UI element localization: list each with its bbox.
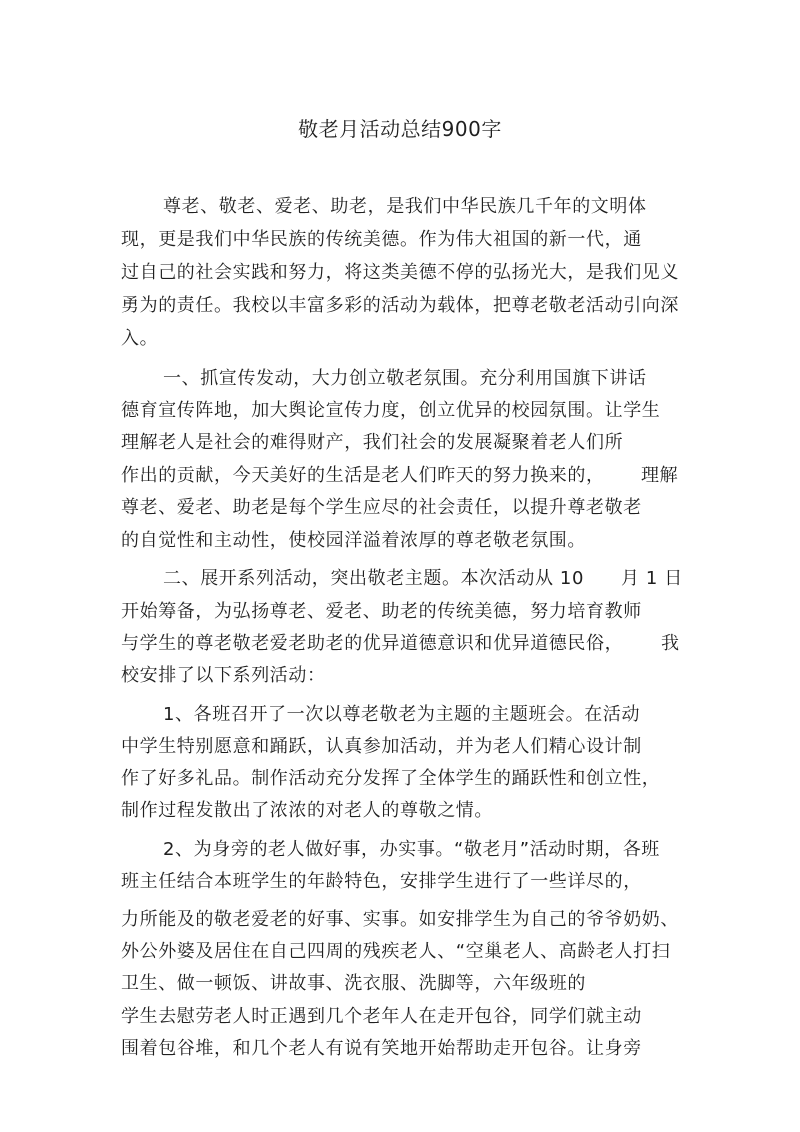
paragraph-line: 1、各班召开了一次以尊老敬老为主题的主题班会。在活动 bbox=[163, 704, 641, 725]
paragraph-line: 2、为身旁的老人做好事，办实事。“敬老月”活动时期，各班 bbox=[163, 839, 660, 860]
paragraph-line: 勇为的责任。我校以丰富多彩的活动为载体，把尊老敬老活动引向深 bbox=[121, 295, 679, 316]
paragraph-line: 力所能及的敬老爱老的好事、实事。如安排学生为自己的爷爷奶奶、 bbox=[121, 909, 679, 930]
paragraph-line: 尊老、爱老、助老是每个学生应尽的社会责任，以提升尊老敬老 bbox=[121, 497, 642, 518]
paragraph-line: 德育宣传阵地，加大舆论宣传力度，创立优异的校园氛围。让学生 bbox=[121, 400, 661, 421]
paragraph-line: 学生去慰劳老人时正遇到几个老年人在走开包谷，同学们就主动 bbox=[121, 1006, 642, 1027]
paragraph-line: 尊老、敬老、爱老、助老，是我们中华民族几千年的文明体 bbox=[163, 196, 647, 217]
paragraph-line: 作了好多礼品。制作活动充分发挥了全体学生的踊跃性和创立性， bbox=[121, 768, 661, 789]
paragraph-line: 一、抓宣传发动，大力创立敬老氛围。充分利用国旗下讲话 bbox=[163, 368, 647, 389]
paragraph-line: 中学生特别愿意和踊跃，认真参加活动，并为老人们精心设计制 bbox=[121, 736, 642, 757]
paragraph-line: 外公外婆及居住在自己四周的残疾老人、“空巢老人、高龄老人打扫 bbox=[121, 941, 671, 962]
paragraph-line: 围着包谷堆，和几个老人有说有笑地开始帮助走开包谷。让身旁 bbox=[121, 1038, 642, 1059]
paragraph-line-fragment: 月 1 日 bbox=[621, 568, 683, 589]
paragraph-line: 理解老人是社会的难得财产，我们社会的发展凝聚着老人们所 bbox=[121, 432, 624, 453]
paragraph-line: 过自己的社会实践和努力，将这类美德不停的弘扬光大，是我们见义 bbox=[121, 262, 679, 283]
paragraph-line: 校安排了以下系列活动： bbox=[121, 665, 326, 686]
paragraph-line-fragment: 理解 bbox=[641, 465, 679, 486]
document-title: 敬老月活动总结900字 bbox=[298, 117, 502, 141]
paragraph-line: 开始筹备，为弘扬尊老、爱老、助老的传统美德，努力培育教师 bbox=[121, 601, 642, 622]
paragraph-line: 卫生、做一顿饭、讲故事、洗衣服、洗脚等，六年级班的 bbox=[121, 973, 586, 994]
paragraph-line-fragment: 我 bbox=[661, 633, 680, 654]
paragraph-line: 入。 bbox=[121, 328, 159, 349]
paragraph-line: 作出的贡献，今天美好的生活是老人们昨天的努力换来的， bbox=[121, 465, 605, 486]
paragraph-line: 二、展开系列活动，突出敬老主题。本次活动从 10 bbox=[163, 568, 585, 589]
paragraph-line: 制作过程发散出了浓浓的对老人的尊敬之情。 bbox=[121, 800, 493, 821]
paragraph-line: 的自觉性和主动性，使校园洋溢着浓厚的尊老敬老氛围。 bbox=[121, 530, 586, 551]
paragraph-line: 与学生的尊老敬老爱老助老的优异道德意识和优异道德民俗， bbox=[121, 633, 624, 654]
paragraph-line: 现，更是我们中华民族的传统美德。作为伟大祖国的新一代，通 bbox=[121, 229, 642, 250]
paragraph-line: 班主任结合本班学生的年龄特色，安排学生进行了一些详尽的， bbox=[121, 871, 642, 892]
